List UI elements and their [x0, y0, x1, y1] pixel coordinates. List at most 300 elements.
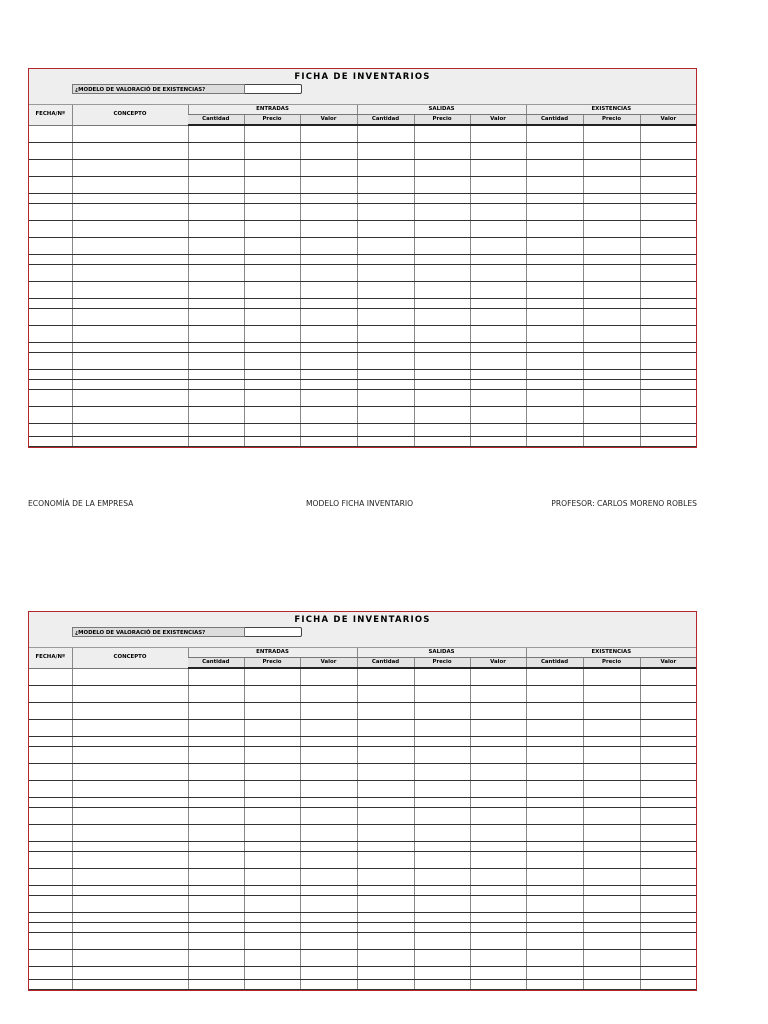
table-cell[interactable]	[188, 343, 244, 353]
table-cell[interactable]	[29, 923, 72, 933]
table-cell[interactable]	[300, 808, 357, 825]
table-cell[interactable]	[414, 869, 470, 886]
table-cell[interactable]	[29, 980, 72, 990]
table-cell[interactable]	[300, 125, 357, 143]
table-cell[interactable]	[640, 842, 696, 852]
table-cell[interactable]	[300, 737, 357, 747]
table-cell[interactable]	[244, 424, 300, 437]
table-cell[interactable]	[414, 933, 470, 950]
table-cell[interactable]	[244, 737, 300, 747]
table-cell[interactable]	[29, 437, 72, 447]
table-cell[interactable]	[300, 668, 357, 686]
table-cell[interactable]	[526, 143, 583, 160]
table-cell[interactable]	[244, 437, 300, 447]
table-cell[interactable]	[300, 437, 357, 447]
table-cell[interactable]	[300, 282, 357, 299]
table-cell[interactable]	[357, 255, 414, 265]
table-cell[interactable]	[29, 177, 72, 194]
table-cell[interactable]	[357, 720, 414, 737]
table-cell[interactable]	[244, 204, 300, 221]
table-cell[interactable]	[583, 353, 640, 370]
table-cell[interactable]	[29, 852, 72, 869]
table-cell[interactable]	[526, 886, 583, 896]
table-cell[interactable]	[470, 798, 526, 808]
table-cell[interactable]	[470, 390, 526, 407]
table-cell[interactable]	[29, 896, 72, 913]
table-cell[interactable]	[583, 125, 640, 143]
table-cell[interactable]	[357, 370, 414, 380]
table-cell[interactable]	[188, 703, 244, 720]
table-cell[interactable]	[470, 980, 526, 990]
table-cell[interactable]	[29, 737, 72, 747]
table-cell[interactable]	[244, 686, 300, 703]
table-cell[interactable]	[583, 668, 640, 686]
table-cell[interactable]	[300, 177, 357, 194]
table-cell[interactable]	[357, 309, 414, 326]
table-cell[interactable]	[583, 913, 640, 923]
table-cell[interactable]	[72, 353, 188, 370]
table-cell[interactable]	[29, 720, 72, 737]
table-cell[interactable]	[357, 265, 414, 282]
table-cell[interactable]	[72, 143, 188, 160]
table-cell[interactable]	[640, 869, 696, 886]
table-cell[interactable]	[414, 764, 470, 781]
table-cell[interactable]	[526, 177, 583, 194]
table-cell[interactable]	[357, 842, 414, 852]
table-cell[interactable]	[300, 160, 357, 177]
table-cell[interactable]	[583, 309, 640, 326]
valuation-model-field[interactable]	[245, 627, 302, 637]
table-cell[interactable]	[72, 221, 188, 238]
table-cell[interactable]	[583, 160, 640, 177]
table-cell[interactable]	[357, 896, 414, 913]
table-cell[interactable]	[357, 686, 414, 703]
table-cell[interactable]	[583, 896, 640, 913]
table-cell[interactable]	[414, 309, 470, 326]
table-cell[interactable]	[640, 923, 696, 933]
table-cell[interactable]	[414, 160, 470, 177]
table-cell[interactable]	[470, 720, 526, 737]
table-cell[interactable]	[188, 160, 244, 177]
table-cell[interactable]	[72, 933, 188, 950]
table-cell[interactable]	[300, 967, 357, 980]
table-cell[interactable]	[526, 370, 583, 380]
table-cell[interactable]	[357, 343, 414, 353]
table-cell[interactable]	[414, 353, 470, 370]
table-cell[interactable]	[72, 407, 188, 424]
table-cell[interactable]	[526, 737, 583, 747]
table-cell[interactable]	[526, 933, 583, 950]
table-cell[interactable]	[29, 913, 72, 923]
table-cell[interactable]	[357, 747, 414, 764]
table-cell[interactable]	[72, 869, 188, 886]
table-cell[interactable]	[583, 842, 640, 852]
table-cell[interactable]	[244, 967, 300, 980]
table-cell[interactable]	[300, 204, 357, 221]
table-cell[interactable]	[470, 424, 526, 437]
table-cell[interactable]	[583, 980, 640, 990]
table-cell[interactable]	[414, 668, 470, 686]
table-cell[interactable]	[583, 825, 640, 842]
table-cell[interactable]	[244, 265, 300, 282]
table-cell[interactable]	[29, 747, 72, 764]
table-cell[interactable]	[583, 886, 640, 896]
table-cell[interactable]	[357, 437, 414, 447]
table-cell[interactable]	[300, 869, 357, 886]
table-cell[interactable]	[526, 781, 583, 798]
table-cell[interactable]	[300, 764, 357, 781]
table-cell[interactable]	[526, 437, 583, 447]
table-cell[interactable]	[414, 437, 470, 447]
table-cell[interactable]	[640, 390, 696, 407]
table-cell[interactable]	[640, 265, 696, 282]
table-cell[interactable]	[357, 980, 414, 990]
table-cell[interactable]	[188, 221, 244, 238]
table-cell[interactable]	[526, 798, 583, 808]
table-cell[interactable]	[72, 923, 188, 933]
table-cell[interactable]	[244, 950, 300, 967]
table-cell[interactable]	[640, 204, 696, 221]
table-cell[interactable]	[357, 737, 414, 747]
table-cell[interactable]	[414, 720, 470, 737]
table-cell[interactable]	[29, 255, 72, 265]
table-cell[interactable]	[244, 668, 300, 686]
table-cell[interactable]	[357, 282, 414, 299]
table-cell[interactable]	[300, 980, 357, 990]
table-cell[interactable]	[29, 125, 72, 143]
table-cell[interactable]	[526, 238, 583, 255]
table-cell[interactable]	[244, 913, 300, 923]
table-cell[interactable]	[470, 353, 526, 370]
table-cell[interactable]	[640, 913, 696, 923]
table-cell[interactable]	[470, 869, 526, 886]
table-cell[interactable]	[29, 143, 72, 160]
table-cell[interactable]	[640, 282, 696, 299]
table-cell[interactable]	[357, 852, 414, 869]
table-cell[interactable]	[414, 747, 470, 764]
table-cell[interactable]	[188, 177, 244, 194]
table-cell[interactable]	[470, 737, 526, 747]
table-cell[interactable]	[188, 747, 244, 764]
table-cell[interactable]	[526, 703, 583, 720]
table-cell[interactable]	[414, 781, 470, 798]
table-cell[interactable]	[72, 842, 188, 852]
table-cell[interactable]	[640, 299, 696, 309]
table-cell[interactable]	[357, 886, 414, 896]
table-cell[interactable]	[414, 255, 470, 265]
table-cell[interactable]	[188, 380, 244, 390]
table-cell[interactable]	[357, 869, 414, 886]
table-cell[interactable]	[300, 255, 357, 265]
table-cell[interactable]	[414, 798, 470, 808]
table-cell[interactable]	[640, 407, 696, 424]
table-cell[interactable]	[188, 265, 244, 282]
table-cell[interactable]	[583, 686, 640, 703]
table-cell[interactable]	[300, 950, 357, 967]
table-cell[interactable]	[72, 808, 188, 825]
table-cell[interactable]	[640, 668, 696, 686]
table-cell[interactable]	[470, 326, 526, 343]
table-cell[interactable]	[526, 160, 583, 177]
table-cell[interactable]	[414, 370, 470, 380]
table-cell[interactable]	[188, 798, 244, 808]
table-cell[interactable]	[414, 380, 470, 390]
table-cell[interactable]	[414, 886, 470, 896]
table-cell[interactable]	[300, 852, 357, 869]
table-cell[interactable]	[244, 238, 300, 255]
table-cell[interactable]	[72, 720, 188, 737]
table-cell[interactable]	[526, 686, 583, 703]
table-cell[interactable]	[526, 980, 583, 990]
table-cell[interactable]	[414, 265, 470, 282]
table-cell[interactable]	[640, 437, 696, 447]
table-cell[interactable]	[29, 353, 72, 370]
table-cell[interactable]	[300, 194, 357, 204]
table-cell[interactable]	[526, 380, 583, 390]
table-cell[interactable]	[72, 390, 188, 407]
table-cell[interactable]	[29, 299, 72, 309]
table-cell[interactable]	[188, 204, 244, 221]
table-cell[interactable]	[470, 370, 526, 380]
table-cell[interactable]	[470, 309, 526, 326]
table-cell[interactable]	[357, 177, 414, 194]
table-cell[interactable]	[470, 967, 526, 980]
table-cell[interactable]	[300, 686, 357, 703]
table-cell[interactable]	[72, 343, 188, 353]
table-cell[interactable]	[300, 353, 357, 370]
table-cell[interactable]	[414, 221, 470, 238]
table-cell[interactable]	[29, 764, 72, 781]
table-cell[interactable]	[244, 380, 300, 390]
table-cell[interactable]	[526, 299, 583, 309]
table-cell[interactable]	[72, 950, 188, 967]
table-cell[interactable]	[244, 703, 300, 720]
table-cell[interactable]	[300, 326, 357, 343]
table-cell[interactable]	[640, 424, 696, 437]
table-cell[interactable]	[72, 282, 188, 299]
table-cell[interactable]	[29, 282, 72, 299]
table-cell[interactable]	[583, 204, 640, 221]
table-cell[interactable]	[357, 125, 414, 143]
table-cell[interactable]	[640, 238, 696, 255]
table-cell[interactable]	[526, 923, 583, 933]
table-cell[interactable]	[583, 424, 640, 437]
table-cell[interactable]	[357, 299, 414, 309]
table-cell[interactable]	[414, 326, 470, 343]
table-cell[interactable]	[72, 370, 188, 380]
table-cell[interactable]	[72, 764, 188, 781]
table-cell[interactable]	[29, 380, 72, 390]
table-cell[interactable]	[583, 299, 640, 309]
table-cell[interactable]	[300, 424, 357, 437]
table-cell[interactable]	[357, 424, 414, 437]
table-cell[interactable]	[357, 194, 414, 204]
table-cell[interactable]	[357, 380, 414, 390]
table-cell[interactable]	[357, 390, 414, 407]
table-cell[interactable]	[72, 380, 188, 390]
table-cell[interactable]	[244, 299, 300, 309]
table-cell[interactable]	[72, 967, 188, 980]
table-cell[interactable]	[300, 238, 357, 255]
table-cell[interactable]	[526, 326, 583, 343]
table-cell[interactable]	[300, 747, 357, 764]
table-cell[interactable]	[357, 326, 414, 343]
table-cell[interactable]	[470, 221, 526, 238]
table-cell[interactable]	[414, 299, 470, 309]
table-cell[interactable]	[29, 781, 72, 798]
table-cell[interactable]	[470, 896, 526, 913]
table-cell[interactable]	[470, 703, 526, 720]
table-cell[interactable]	[414, 238, 470, 255]
table-cell[interactable]	[470, 913, 526, 923]
table-cell[interactable]	[244, 343, 300, 353]
table-cell[interactable]	[526, 967, 583, 980]
table-cell[interactable]	[414, 125, 470, 143]
table-cell[interactable]	[188, 282, 244, 299]
table-cell[interactable]	[470, 255, 526, 265]
table-cell[interactable]	[300, 343, 357, 353]
table-cell[interactable]	[640, 309, 696, 326]
table-cell[interactable]	[640, 825, 696, 842]
table-cell[interactable]	[526, 194, 583, 204]
table-cell[interactable]	[188, 720, 244, 737]
table-cell[interactable]	[357, 950, 414, 967]
table-cell[interactable]	[470, 923, 526, 933]
table-cell[interactable]	[414, 424, 470, 437]
table-cell[interactable]	[72, 980, 188, 990]
table-cell[interactable]	[188, 781, 244, 798]
table-cell[interactable]	[29, 869, 72, 886]
table-cell[interactable]	[72, 737, 188, 747]
table-cell[interactable]	[357, 967, 414, 980]
table-cell[interactable]	[29, 194, 72, 204]
table-cell[interactable]	[300, 299, 357, 309]
table-cell[interactable]	[470, 143, 526, 160]
table-cell[interactable]	[188, 424, 244, 437]
table-cell[interactable]	[526, 424, 583, 437]
table-cell[interactable]	[357, 221, 414, 238]
table-cell[interactable]	[583, 255, 640, 265]
table-cell[interactable]	[470, 265, 526, 282]
table-cell[interactable]	[188, 686, 244, 703]
table-cell[interactable]	[357, 764, 414, 781]
table-cell[interactable]	[357, 923, 414, 933]
table-cell[interactable]	[414, 343, 470, 353]
table-cell[interactable]	[29, 221, 72, 238]
table-cell[interactable]	[526, 808, 583, 825]
table-cell[interactable]	[640, 886, 696, 896]
table-cell[interactable]	[188, 353, 244, 370]
table-cell[interactable]	[640, 737, 696, 747]
table-cell[interactable]	[300, 923, 357, 933]
table-cell[interactable]	[357, 933, 414, 950]
table-cell[interactable]	[244, 353, 300, 370]
table-cell[interactable]	[526, 852, 583, 869]
table-cell[interactable]	[244, 177, 300, 194]
table-cell[interactable]	[640, 143, 696, 160]
table-cell[interactable]	[188, 896, 244, 913]
table-cell[interactable]	[583, 933, 640, 950]
table-cell[interactable]	[72, 255, 188, 265]
table-cell[interactable]	[29, 160, 72, 177]
table-cell[interactable]	[244, 407, 300, 424]
table-cell[interactable]	[188, 125, 244, 143]
table-cell[interactable]	[414, 282, 470, 299]
table-cell[interactable]	[244, 309, 300, 326]
table-cell[interactable]	[300, 913, 357, 923]
table-cell[interactable]	[470, 380, 526, 390]
table-cell[interactable]	[72, 825, 188, 842]
table-cell[interactable]	[640, 370, 696, 380]
table-cell[interactable]	[640, 343, 696, 353]
table-cell[interactable]	[357, 353, 414, 370]
table-cell[interactable]	[583, 238, 640, 255]
table-cell[interactable]	[640, 125, 696, 143]
table-cell[interactable]	[72, 424, 188, 437]
table-cell[interactable]	[357, 160, 414, 177]
table-cell[interactable]	[244, 194, 300, 204]
table-cell[interactable]	[583, 703, 640, 720]
table-cell[interactable]	[526, 720, 583, 737]
table-cell[interactable]	[188, 326, 244, 343]
table-cell[interactable]	[29, 933, 72, 950]
table-cell[interactable]	[72, 177, 188, 194]
table-cell[interactable]	[640, 967, 696, 980]
table-cell[interactable]	[470, 177, 526, 194]
table-cell[interactable]	[414, 950, 470, 967]
table-cell[interactable]	[188, 299, 244, 309]
table-cell[interactable]	[357, 407, 414, 424]
table-cell[interactable]	[29, 424, 72, 437]
table-cell[interactable]	[583, 194, 640, 204]
table-cell[interactable]	[640, 703, 696, 720]
table-cell[interactable]	[29, 967, 72, 980]
table-cell[interactable]	[583, 852, 640, 869]
table-cell[interactable]	[470, 194, 526, 204]
table-cell[interactable]	[244, 781, 300, 798]
table-cell[interactable]	[244, 370, 300, 380]
table-cell[interactable]	[244, 980, 300, 990]
table-cell[interactable]	[470, 686, 526, 703]
table-cell[interactable]	[640, 808, 696, 825]
table-cell[interactable]	[244, 160, 300, 177]
table-cell[interactable]	[357, 781, 414, 798]
table-cell[interactable]	[526, 125, 583, 143]
table-cell[interactable]	[29, 886, 72, 896]
table-cell[interactable]	[244, 825, 300, 842]
table-cell[interactable]	[470, 204, 526, 221]
table-cell[interactable]	[640, 326, 696, 343]
table-cell[interactable]	[470, 160, 526, 177]
table-cell[interactable]	[583, 265, 640, 282]
table-cell[interactable]	[583, 720, 640, 737]
table-cell[interactable]	[188, 764, 244, 781]
table-cell[interactable]	[188, 967, 244, 980]
table-cell[interactable]	[29, 668, 72, 686]
table-cell[interactable]	[72, 886, 188, 896]
table-cell[interactable]	[188, 886, 244, 896]
table-cell[interactable]	[583, 177, 640, 194]
table-cell[interactable]	[244, 720, 300, 737]
table-cell[interactable]	[414, 703, 470, 720]
table-cell[interactable]	[188, 923, 244, 933]
table-cell[interactable]	[470, 886, 526, 896]
table-cell[interactable]	[188, 309, 244, 326]
table-cell[interactable]	[526, 282, 583, 299]
table-cell[interactable]	[72, 747, 188, 764]
table-cell[interactable]	[244, 221, 300, 238]
table-cell[interactable]	[244, 923, 300, 933]
